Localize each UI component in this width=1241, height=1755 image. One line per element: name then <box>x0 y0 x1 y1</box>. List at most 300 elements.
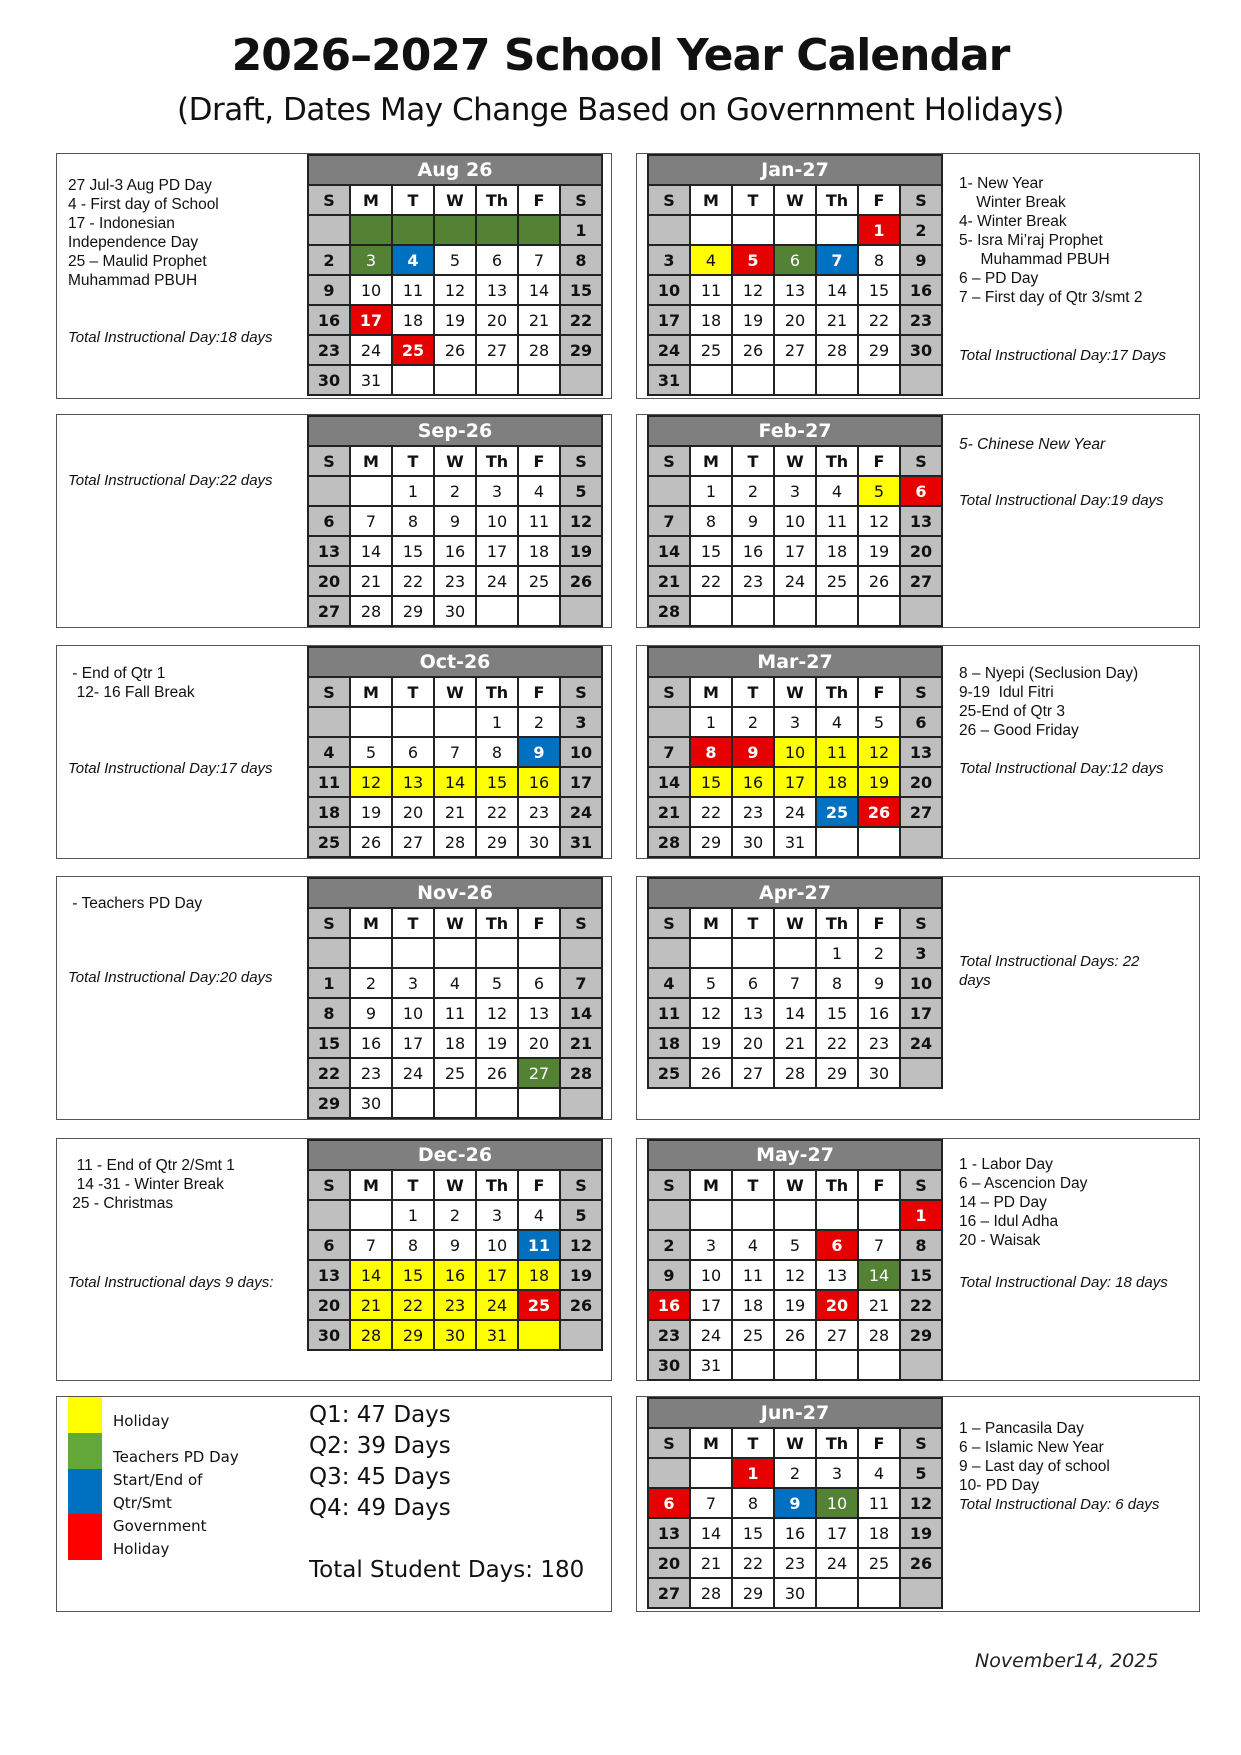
week-row <box>308 1260 602 1290</box>
week-row <box>648 938 942 968</box>
day-cell: 1 <box>816 938 858 968</box>
week-row <box>308 1230 602 1260</box>
day-cell: 29 <box>560 335 602 365</box>
day-cell: 26 <box>900 1548 942 1578</box>
day-cell: 21 <box>434 797 476 827</box>
week-row <box>648 1260 942 1290</box>
empty-cell <box>900 827 942 857</box>
day-cell: 12 <box>560 1230 602 1260</box>
day-cell: 18 <box>648 1028 690 1058</box>
day-cell: 4 <box>816 476 858 506</box>
weekday-header: S <box>900 677 942 707</box>
day-cell: 28 <box>434 827 476 857</box>
weekday-header: W <box>774 677 816 707</box>
empty-cell <box>434 707 476 737</box>
day-cell: 1 <box>560 215 602 245</box>
day-cell: 2 <box>732 707 774 737</box>
week-row <box>648 335 942 365</box>
day-cell: 11 <box>392 275 434 305</box>
empty-cell <box>648 1458 690 1488</box>
day-cell: 9 <box>308 275 350 305</box>
weekday-header: S <box>560 185 602 215</box>
day-cell: 15 <box>732 1518 774 1548</box>
day-cell: 16 <box>434 1260 476 1290</box>
panel-aug <box>56 153 612 399</box>
weekday-header: M <box>350 1170 392 1200</box>
week-row <box>308 767 602 797</box>
weekday-header: T <box>392 677 434 707</box>
empty-cell <box>816 1578 858 1608</box>
day-cell: 30 <box>648 1350 690 1380</box>
empty-cell <box>560 1320 602 1350</box>
day-cell: 8 <box>476 737 518 767</box>
day-cell: 10 <box>900 968 942 998</box>
empty-cell <box>774 215 816 245</box>
day-cell: 7 <box>434 737 476 767</box>
day-cell: 15 <box>900 1260 942 1290</box>
day-cell: 5 <box>690 968 732 998</box>
day-cell: 9 <box>732 506 774 536</box>
day-cell: 25 <box>858 1548 900 1578</box>
day-cell: 19 <box>858 536 900 566</box>
day-cell: 29 <box>392 596 434 626</box>
day-cell: 12 <box>774 1260 816 1290</box>
week-row <box>648 1518 942 1548</box>
day-cell: 21 <box>350 566 392 596</box>
day-cell: 28 <box>350 1320 392 1350</box>
day-cell: 19 <box>476 1028 518 1058</box>
day-cell: 13 <box>900 737 942 767</box>
week-row <box>308 998 602 1028</box>
weekday-header: S <box>308 908 350 938</box>
day-cell: 26 <box>858 797 900 827</box>
day-cell: 18 <box>858 1518 900 1548</box>
day-cell: 1 <box>690 707 732 737</box>
day-cell: 2 <box>648 1230 690 1260</box>
day-cell: 17 <box>774 536 816 566</box>
weekday-header: S <box>900 1170 942 1200</box>
day-cell: 18 <box>518 536 560 566</box>
day-cell: 26 <box>690 1058 732 1088</box>
weekday-header: S <box>900 908 942 938</box>
empty-cell <box>392 215 434 245</box>
day-cell: 16 <box>900 275 942 305</box>
week-row <box>308 797 602 827</box>
weekday-header: Th <box>816 446 858 476</box>
day-cell: 3 <box>774 476 816 506</box>
weekday-header: T <box>732 185 774 215</box>
total-sep: Total Instructional Day:22 days <box>68 472 273 489</box>
empty-cell <box>350 215 392 245</box>
empty-cell <box>392 938 434 968</box>
day-cell: 20 <box>308 566 350 596</box>
empty-cell <box>518 215 560 245</box>
day-cell: 4 <box>308 737 350 767</box>
day-cell: 6 <box>900 707 942 737</box>
empty-cell <box>392 707 434 737</box>
day-cell: 26 <box>350 827 392 857</box>
weekday-header: Th <box>816 908 858 938</box>
day-cell: 2 <box>900 215 942 245</box>
day-cell: 21 <box>518 305 560 335</box>
weekday-header: Th <box>816 1170 858 1200</box>
day-cell: 4 <box>690 245 732 275</box>
day-cell: 3 <box>476 1200 518 1230</box>
empty-cell <box>816 1350 858 1380</box>
day-cell: 17 <box>392 1028 434 1058</box>
day-cell: 27 <box>648 1578 690 1608</box>
month-title: Nov-26 <box>308 878 602 908</box>
day-cell: 20 <box>816 1290 858 1320</box>
day-cell: 22 <box>560 305 602 335</box>
day-cell: 23 <box>350 1058 392 1088</box>
weekday-header: F <box>858 1428 900 1458</box>
day-cell: 3 <box>816 1458 858 1488</box>
empty-cell <box>308 476 350 506</box>
day-cell: 6 <box>648 1488 690 1518</box>
week-row <box>648 827 942 857</box>
empty-cell <box>774 938 816 968</box>
month-title: Jan-27 <box>648 155 942 185</box>
month-title: Mar-27 <box>648 647 942 677</box>
week-row <box>648 737 942 767</box>
notes-nov: - Teachers PD Day <box>68 895 203 912</box>
week-row <box>648 1458 942 1488</box>
day-cell: 6 <box>308 506 350 536</box>
day-cell: 5 <box>350 737 392 767</box>
week-row <box>648 566 942 596</box>
empty-cell <box>648 215 690 245</box>
day-cell: 3 <box>648 245 690 275</box>
day-cell: 29 <box>476 827 518 857</box>
day-cell: 2 <box>434 1200 476 1230</box>
day-cell: 4 <box>518 1200 560 1230</box>
day-cell: 9 <box>858 968 900 998</box>
day-cell: 16 <box>774 1518 816 1548</box>
empty-cell <box>690 938 732 968</box>
day-cell: 19 <box>900 1518 942 1548</box>
day-cell: 5 <box>560 476 602 506</box>
weekday-header: W <box>434 185 476 215</box>
day-cell: 17 <box>900 998 942 1028</box>
day-cell: 6 <box>392 737 434 767</box>
weekday-header: Th <box>476 185 518 215</box>
day-cell: 24 <box>774 797 816 827</box>
week-row <box>308 1058 602 1088</box>
day-cell: 2 <box>308 245 350 275</box>
empty-cell <box>308 938 350 968</box>
week-row <box>648 1058 942 1088</box>
weekday-header: W <box>434 446 476 476</box>
weekday-header: Th <box>816 1428 858 1458</box>
weekday-header: S <box>648 908 690 938</box>
day-cell: 25 <box>816 566 858 596</box>
day-cell: 11 <box>648 998 690 1028</box>
weekday-header: Th <box>816 677 858 707</box>
empty-cell <box>518 1320 560 1350</box>
week-row <box>308 737 602 767</box>
day-cell: 24 <box>648 335 690 365</box>
day-cell: 17 <box>476 536 518 566</box>
weekday-header: M <box>690 1170 732 1200</box>
day-cell: 20 <box>732 1028 774 1058</box>
empty-cell <box>732 1350 774 1380</box>
day-cell: 22 <box>476 797 518 827</box>
day-cell: 16 <box>434 536 476 566</box>
empty-cell <box>774 596 816 626</box>
day-cell: 14 <box>816 275 858 305</box>
legend-swatch-start <box>68 1469 102 1514</box>
empty-cell <box>858 827 900 857</box>
day-cell: 18 <box>392 305 434 335</box>
calendar-aug <box>307 154 603 396</box>
legend-panel <box>56 1396 612 1612</box>
day-cell: 17 <box>648 305 690 335</box>
empty-cell <box>560 1088 602 1118</box>
month-title: Apr-27 <box>648 878 942 908</box>
day-cell: 17 <box>690 1290 732 1320</box>
empty-cell <box>518 596 560 626</box>
week-row <box>308 938 602 968</box>
day-cell: 12 <box>690 998 732 1028</box>
empty-cell <box>648 938 690 968</box>
day-cell: 4 <box>392 245 434 275</box>
day-cell: 29 <box>858 335 900 365</box>
day-cell: 27 <box>900 797 942 827</box>
day-cell: 11 <box>858 1488 900 1518</box>
day-cell: 13 <box>476 275 518 305</box>
day-cell: 16 <box>732 536 774 566</box>
week-row <box>648 245 942 275</box>
day-cell: 12 <box>350 767 392 797</box>
day-cell: 22 <box>690 566 732 596</box>
day-cell: 3 <box>900 938 942 968</box>
day-cell: 10 <box>774 506 816 536</box>
weekday-header: S <box>560 908 602 938</box>
day-cell: 17 <box>774 767 816 797</box>
page-title: 2026–2027 School Year Calendar <box>231 30 1010 81</box>
day-cell: 3 <box>690 1230 732 1260</box>
empty-cell <box>350 938 392 968</box>
day-cell: 15 <box>476 767 518 797</box>
panel-jun <box>636 1396 1200 1612</box>
day-cell: 23 <box>308 335 350 365</box>
day-cell: 13 <box>392 767 434 797</box>
day-cell: 7 <box>690 1488 732 1518</box>
day-cell: 25 <box>690 335 732 365</box>
day-cell: 1 <box>392 1200 434 1230</box>
day-cell: 7 <box>518 245 560 275</box>
weekday-header: W <box>774 1170 816 1200</box>
notes-feb: 5- Chinese New Year <box>959 436 1106 453</box>
day-cell: 5 <box>774 1230 816 1260</box>
empty-cell <box>858 1350 900 1380</box>
day-cell: 17 <box>816 1518 858 1548</box>
total-may: Total Instructional Day: 18 days <box>959 1274 1168 1291</box>
empty-cell <box>900 365 942 395</box>
day-cell: 13 <box>648 1518 690 1548</box>
day-cell: 1 <box>732 1458 774 1488</box>
day-cell: 21 <box>774 1028 816 1058</box>
day-cell: 19 <box>560 536 602 566</box>
day-cell: 21 <box>690 1548 732 1578</box>
weekday-header: W <box>434 677 476 707</box>
day-cell: 19 <box>434 305 476 335</box>
weekday-header: T <box>732 1170 774 1200</box>
empty-cell <box>392 1088 434 1118</box>
weekday-header: S <box>900 446 942 476</box>
weekday-header: M <box>690 1428 732 1458</box>
notes-oct: - End of Qtr 1 12- 16 Fall Break <box>72 665 195 701</box>
weekday-header: Th <box>476 677 518 707</box>
day-cell: 10 <box>774 737 816 767</box>
day-cell: 27 <box>816 1320 858 1350</box>
day-cell: 14 <box>690 1518 732 1548</box>
day-cell: 18 <box>732 1290 774 1320</box>
day-cell: 1 <box>690 476 732 506</box>
day-cell: 15 <box>816 998 858 1028</box>
weekday-header: T <box>732 446 774 476</box>
day-cell: 3 <box>560 707 602 737</box>
day-cell: 13 <box>774 275 816 305</box>
calendar-jun <box>647 1397 943 1609</box>
day-cell: 1 <box>858 215 900 245</box>
empty-cell <box>858 1200 900 1230</box>
day-cell: 2 <box>434 476 476 506</box>
day-cell: 21 <box>560 1028 602 1058</box>
day-cell: 24 <box>392 1058 434 1088</box>
day-cell: 30 <box>518 827 560 857</box>
legend-label-gov: Government Holiday <box>113 1517 207 1558</box>
day-cell: 7 <box>350 1230 392 1260</box>
legend-label-start: Start/End of Qtr/Smt <box>113 1471 203 1512</box>
day-cell: 2 <box>774 1458 816 1488</box>
weekday-header: S <box>560 446 602 476</box>
weekday-header: Th <box>476 1170 518 1200</box>
day-cell: 19 <box>560 1260 602 1290</box>
calendar-oct <box>307 646 603 858</box>
empty-cell <box>518 365 560 395</box>
day-cell: 8 <box>690 737 732 767</box>
notes-jun: 1 – Pancasila Day 6 – Islamic New Year 9 – Last day of school 10- PD Day <box>959 1420 1110 1494</box>
week-row <box>648 1350 942 1380</box>
day-cell: 16 <box>732 767 774 797</box>
day-cell: 11 <box>732 1260 774 1290</box>
total-nov: Total Instructional Day:20 days <box>68 969 273 986</box>
week-row <box>308 365 602 395</box>
panel-sep <box>56 414 612 628</box>
day-cell: 5 <box>476 968 518 998</box>
weekday-header: M <box>350 446 392 476</box>
empty-cell <box>476 596 518 626</box>
day-cell: 3 <box>476 476 518 506</box>
empty-cell <box>816 1200 858 1230</box>
day-cell: 8 <box>858 245 900 275</box>
weekday-header: M <box>690 908 732 938</box>
day-cell: 21 <box>816 305 858 335</box>
calendar-jan <box>647 154 943 396</box>
weekday-header: S <box>648 446 690 476</box>
day-cell: 8 <box>816 968 858 998</box>
empty-cell <box>900 596 942 626</box>
weekday-header: S <box>648 677 690 707</box>
day-cell: 5 <box>560 1200 602 1230</box>
day-cell: 14 <box>434 767 476 797</box>
day-cell: 23 <box>518 797 560 827</box>
day-cell: 19 <box>732 305 774 335</box>
empty-cell <box>350 707 392 737</box>
week-row <box>648 968 942 998</box>
day-cell: 13 <box>816 1260 858 1290</box>
weekday-header: M <box>690 185 732 215</box>
day-cell: 8 <box>392 506 434 536</box>
week-row <box>308 245 602 275</box>
week-row <box>648 305 942 335</box>
panel-jan <box>636 153 1200 399</box>
day-cell: 19 <box>858 767 900 797</box>
day-cell: 2 <box>518 707 560 737</box>
day-cell: 6 <box>518 968 560 998</box>
day-cell: 31 <box>560 827 602 857</box>
day-cell: 13 <box>308 536 350 566</box>
empty-cell <box>350 476 392 506</box>
day-cell: 28 <box>560 1058 602 1088</box>
day-cell: 20 <box>476 305 518 335</box>
panel-mar <box>636 645 1200 859</box>
week-row <box>648 1028 942 1058</box>
day-cell: 26 <box>858 566 900 596</box>
day-cell: 8 <box>900 1230 942 1260</box>
day-cell: 22 <box>816 1028 858 1058</box>
day-cell: 11 <box>816 506 858 536</box>
day-cell: 14 <box>350 536 392 566</box>
day-cell: 9 <box>900 245 942 275</box>
day-cell: 5 <box>434 245 476 275</box>
day-cell: 27 <box>900 566 942 596</box>
day-cell: 25 <box>518 566 560 596</box>
day-cell: 24 <box>476 1290 518 1320</box>
total-mar: Total Instructional Day:12 days <box>959 760 1164 777</box>
empty-cell <box>900 1058 942 1088</box>
day-cell: 15 <box>392 1260 434 1290</box>
weekday-header: W <box>774 185 816 215</box>
day-cell: 10 <box>648 275 690 305</box>
day-cell: 6 <box>774 245 816 275</box>
day-cell: 9 <box>648 1260 690 1290</box>
empty-cell <box>732 596 774 626</box>
day-cell: 18 <box>434 1028 476 1058</box>
weekday-header: Th <box>476 908 518 938</box>
day-cell: 25 <box>308 827 350 857</box>
total-feb: Total Instructional Day:19 days <box>959 492 1164 509</box>
day-cell: 13 <box>308 1260 350 1290</box>
weekday-header: S <box>648 1428 690 1458</box>
day-cell: 17 <box>350 305 392 335</box>
weekday-header: F <box>858 446 900 476</box>
day-cell: 2 <box>350 968 392 998</box>
day-cell: 10 <box>560 737 602 767</box>
weekday-header: F <box>518 908 560 938</box>
day-cell: 28 <box>648 596 690 626</box>
day-cell: 16 <box>648 1290 690 1320</box>
day-cell: 25 <box>648 1058 690 1088</box>
week-row <box>648 1200 942 1230</box>
weekday-header: S <box>900 185 942 215</box>
empty-cell <box>434 215 476 245</box>
week-row <box>308 1088 602 1118</box>
total-student-days: Total Student Days: 180 <box>309 1557 585 1583</box>
weekday-header: W <box>434 1170 476 1200</box>
